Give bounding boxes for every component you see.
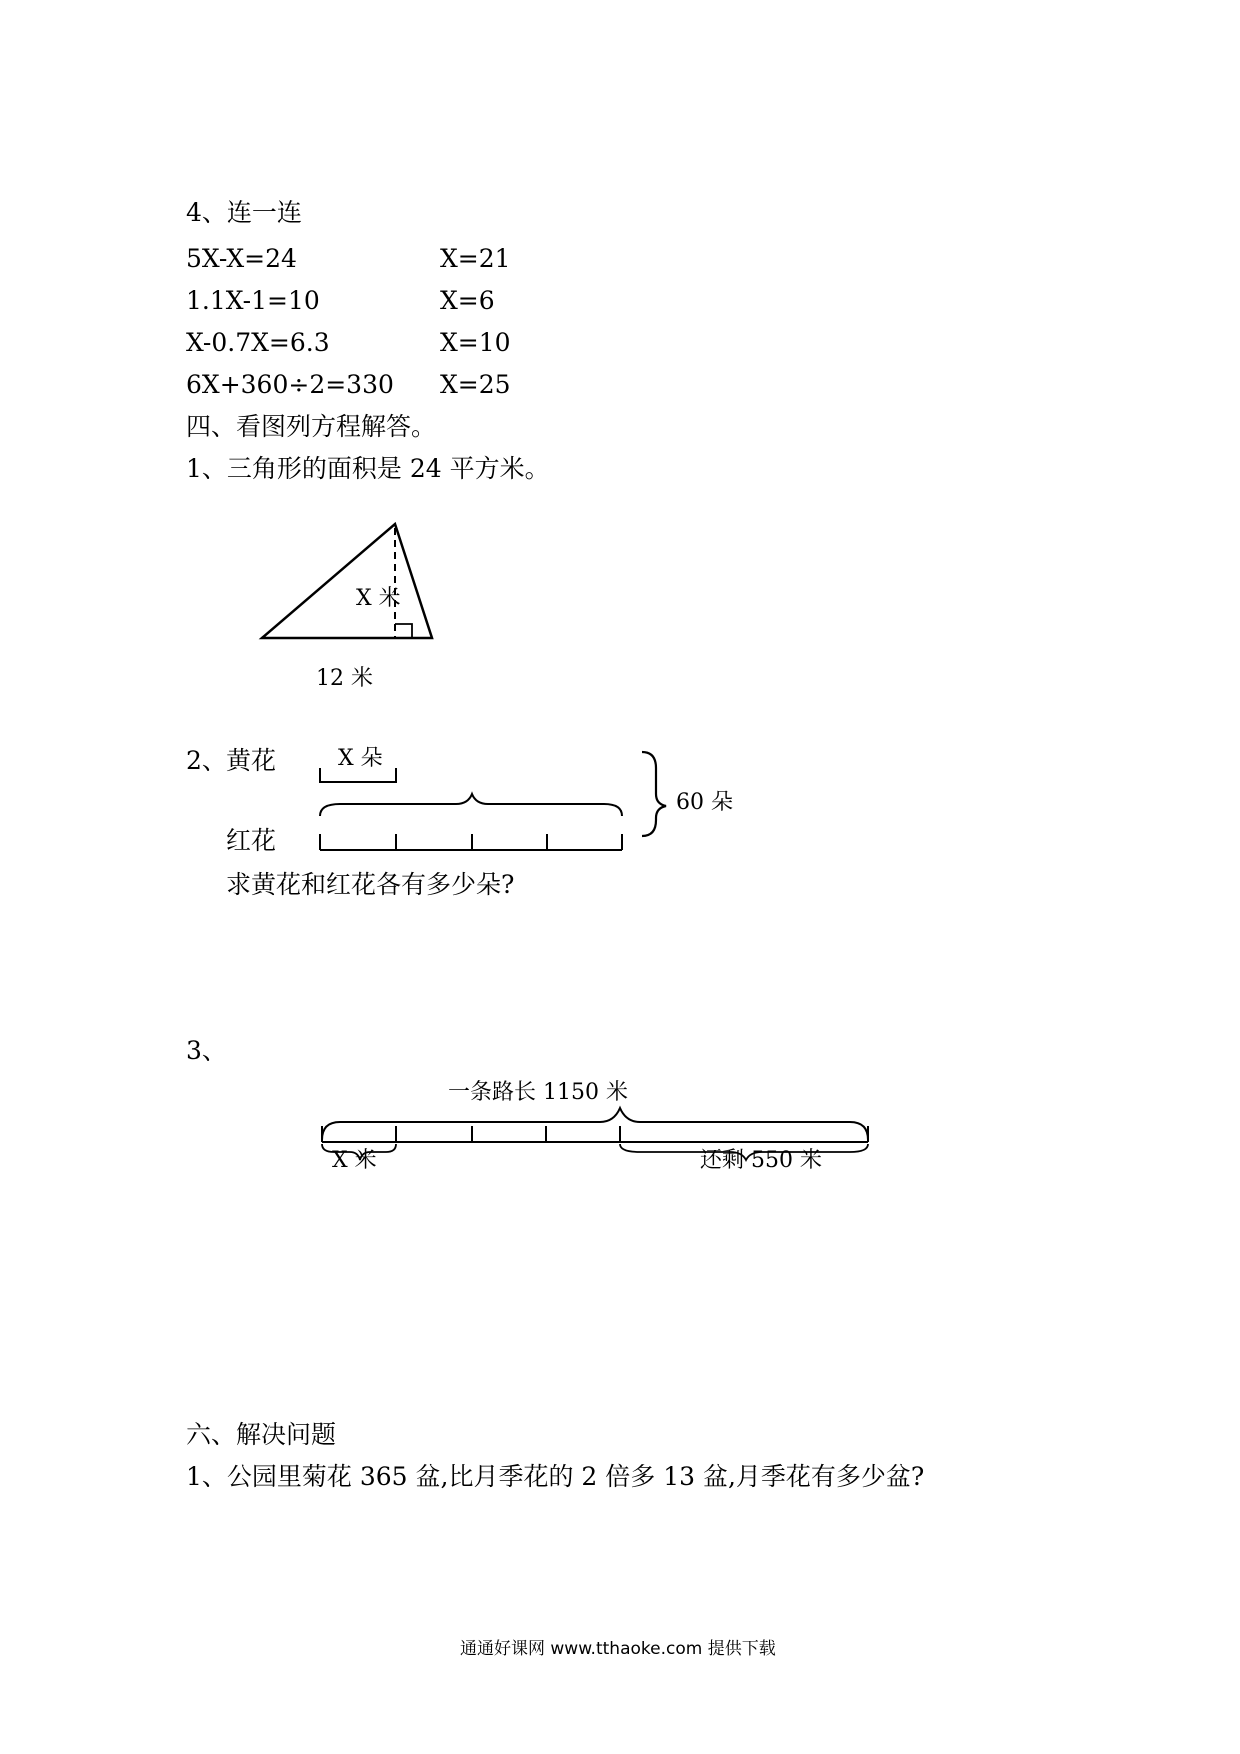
right-angle-mark [395, 624, 412, 638]
equation-2: 1.1X-1=10 [186, 286, 320, 315]
question-3-number: 3、 [186, 1036, 227, 1065]
road-total-brace [322, 1108, 868, 1140]
triangle [262, 524, 432, 638]
question-1-text: 1、三角形的面积是 24 平方米。 [186, 454, 550, 483]
road-remain-label: 还剩 550 米 [700, 1148, 822, 1173]
total-brace [642, 752, 666, 836]
yellow-x-label: X 朵 [338, 746, 383, 771]
red-flower-brace [320, 794, 622, 816]
red-flower-label: 红花 [226, 826, 277, 855]
question-2-prompt: 求黄花和红花各有多少朵? [226, 870, 515, 899]
section-4-title: 4、连一连 [186, 198, 302, 227]
equation-3: X-0.7X=6.3 [186, 328, 330, 357]
triangle-height-label: X 米 [356, 586, 401, 611]
part-4-heading: 四、看图列方程解答。 [186, 412, 437, 441]
footer: 通通好课网 www.tthaoke.com 提供下载 [460, 1639, 776, 1659]
answer-2: X=6 [440, 286, 495, 315]
part-6-question-1: 1、公园里菊花 365 盆,比月季花的 2 倍多 13 盆,月季花有多少盆? [186, 1462, 925, 1491]
equation-4: 6X+360÷2=330 [186, 370, 394, 399]
total-flowers-label: 60 朵 [676, 790, 733, 815]
part-6-heading: 六、解决问题 [186, 1420, 337, 1449]
answer-1: X=21 [440, 244, 511, 273]
question-2-number: 2、 [186, 746, 227, 775]
equation-1: 5X-X=24 [186, 244, 297, 273]
answer-4: X=25 [440, 370, 511, 399]
answer-3: X=10 [440, 328, 511, 357]
triangle-base-label: 12 米 [316, 666, 373, 691]
road-x-label: X 米 [332, 1148, 377, 1173]
road-total-label: 一条路长 1150 米 [448, 1080, 628, 1105]
yellow-flower-label: 黄花 [226, 746, 277, 775]
